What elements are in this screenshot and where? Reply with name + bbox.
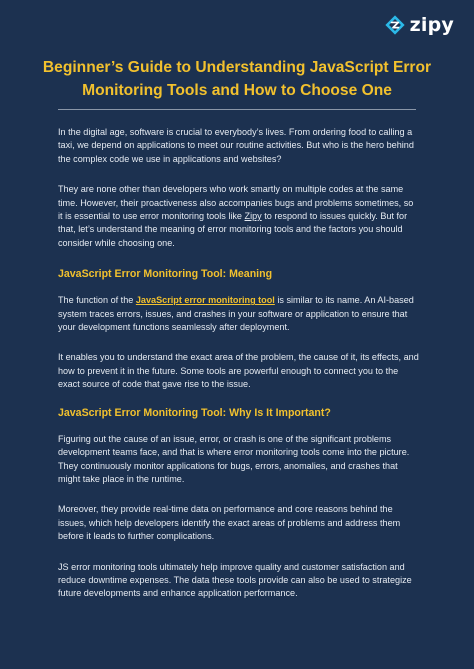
paragraph-developers-text-1: They are none other than developers who work smartly on multiple codes at the same time. However, their proactiveness also accompanies bugs and problems sometimes, so it is essential to use error monitoring tools like [58,184,414,222]
paragraph-developers [58,183,420,250]
paragraph-developers-text-2: to respond to issues quickly. But for that, let’s understand the meaning of error monitoring tools and the factors you should consider while choosing one. [58,211,408,248]
zipy-logo-icon [384,14,406,36]
brand-logo[interactable] [384,14,454,36]
paragraph-moreover: Moreover, they provide real-time data on performance and core reasons behind the issues, which help developers identify the exact areas of problems and address them before it leads to further complications. [58,504,401,542]
page-title: Beginner’s Guide to Understanding JavaScript Error Monitoring Tools and How to Choose One [42,59,432,99]
section-heading-importance: JavaScript Error Monitoring Tool: Why Is It Important? [58,406,331,419]
paragraph-figuring-out: Figuring out the cause of an issue, error, or crash is one of the significant problems development teams face, and that is where error monitoring tools come into the picture. They continuously monitor applications for bugs, errors, anomalies, and crashes that might take place in the runtime. [58,433,410,484]
section-heading-meaning: JavaScript Error Monitoring Tool: Meaning [58,268,273,281]
paragraph-function-text-1: The function of the [58,295,136,306]
brand-name: zipy [409,13,454,36]
paragraph-enables: It enables you to understand the exact area of the problem, the cause of it, its effects, and how to prevent it in the future. Some tools are powerful enough to connect you to the exact source of code that gave rise to the issue. [58,352,419,390]
paragraph-js-tools: JS error monitoring tools ultimately help improve quality and customer satisfaction and reduce downtime expenses. The data these tools provide can also be used to strategize future developments and enhance application performance. [58,561,412,599]
title-divider [58,109,416,110]
paragraph-intro: In the digital age, software is crucial to everybody’s lives. From ordering food to calling a taxi, we depend on applications to meet our routine activities. But who is the hero behind the complex code we use in applications and websites? [58,127,414,164]
paragraph-function [58,294,420,334]
article-body [58,126,420,618]
zipy-link[interactable]: Zipy [244,211,262,222]
js-error-monitoring-tool-link[interactable]: JavaScript error monitoring tool [135,295,275,306]
paragraph-function-text-2: is similar to its name. An AI-based system traces errors, issues, and crashes in your software or application to ensure that your development functions seamlessly after deployment. [58,295,414,333]
